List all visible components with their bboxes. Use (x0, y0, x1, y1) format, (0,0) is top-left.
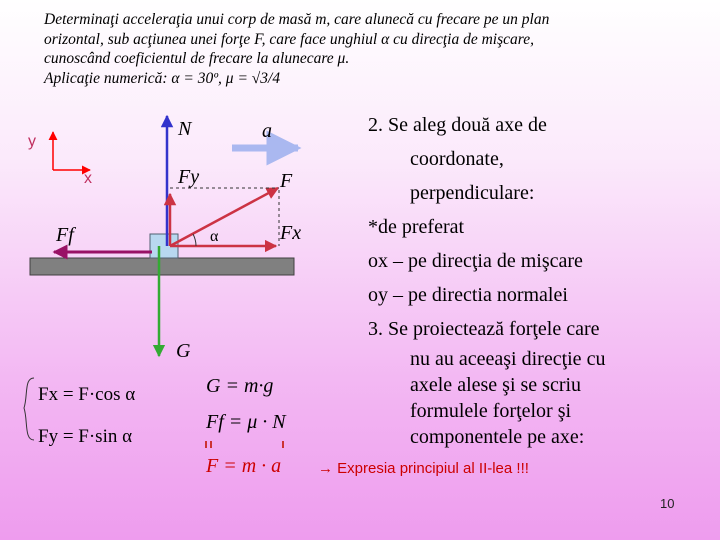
problem-line-2: orizontal, sub acţiunea unei forţe F, care face unghiul α cu direcţia de mişcare, (44, 30, 534, 48)
applied-force-vector (170, 188, 278, 246)
solution-steps (368, 108, 713, 450)
step-line-8: nu au aceeaşi direcţie cu (410, 348, 606, 370)
force-y-label: Fy (178, 166, 200, 188)
weight-equation: G = m·g (206, 375, 274, 397)
newton-equation: F = m · a (206, 455, 282, 477)
friction-equation: Ff = μ · N (206, 411, 286, 433)
step-line-9: axele alese şi se scriu (410, 374, 582, 396)
coordinate-axes (53, 132, 90, 170)
step-line-11: componentele pe axe: (410, 426, 585, 448)
page-number: 10 (660, 496, 675, 511)
projection-fx: Fx = F·cos α (38, 384, 136, 405)
projection-brace (24, 378, 34, 440)
step-line-7: 3. Se proiectează forţele care (368, 318, 600, 340)
problem-line-1: Determinaţi acceleraţia unui corp de masă m, care alunecă cu frecare pe un plan (44, 11, 550, 28)
conclusion-text: → Expresia principiul al II-lea !!! (318, 460, 529, 477)
x-axis-label: x (84, 170, 92, 187)
force-label: F (280, 170, 293, 192)
acceleration-label: a (262, 120, 272, 142)
vector-mark-u (206, 441, 211, 448)
ground-surface (30, 258, 294, 275)
step-line-10: formulele forţelor şi (410, 400, 572, 422)
y-axis-label: y (28, 133, 36, 150)
normal-label: N (178, 118, 192, 140)
step-line-3: perpendiculare: (410, 182, 535, 204)
friction-label: Ff (56, 224, 74, 246)
weight-label: G (176, 340, 191, 362)
step-line-6: oy – pe directia normalei (368, 284, 568, 306)
problem-line-3: cunoscând coeficientul de frecare la alunecare μ. (44, 50, 350, 67)
step-line-4: *de preferat (368, 216, 465, 238)
problem-line-4: Aplicaţie numerică: α = 30º, μ = √3/4 (44, 69, 281, 87)
force-x-label: Fx (280, 222, 302, 244)
step-line-5: ox – pe direcţia de mişcare (368, 250, 583, 272)
projection-fy: Fy = F·sin α (38, 426, 133, 447)
step-line-1: 2. Se aleg două axe de (368, 114, 547, 136)
angle-arc (193, 234, 196, 246)
step-line-2: coordonate, (410, 148, 504, 170)
angle-label: α (210, 228, 219, 245)
